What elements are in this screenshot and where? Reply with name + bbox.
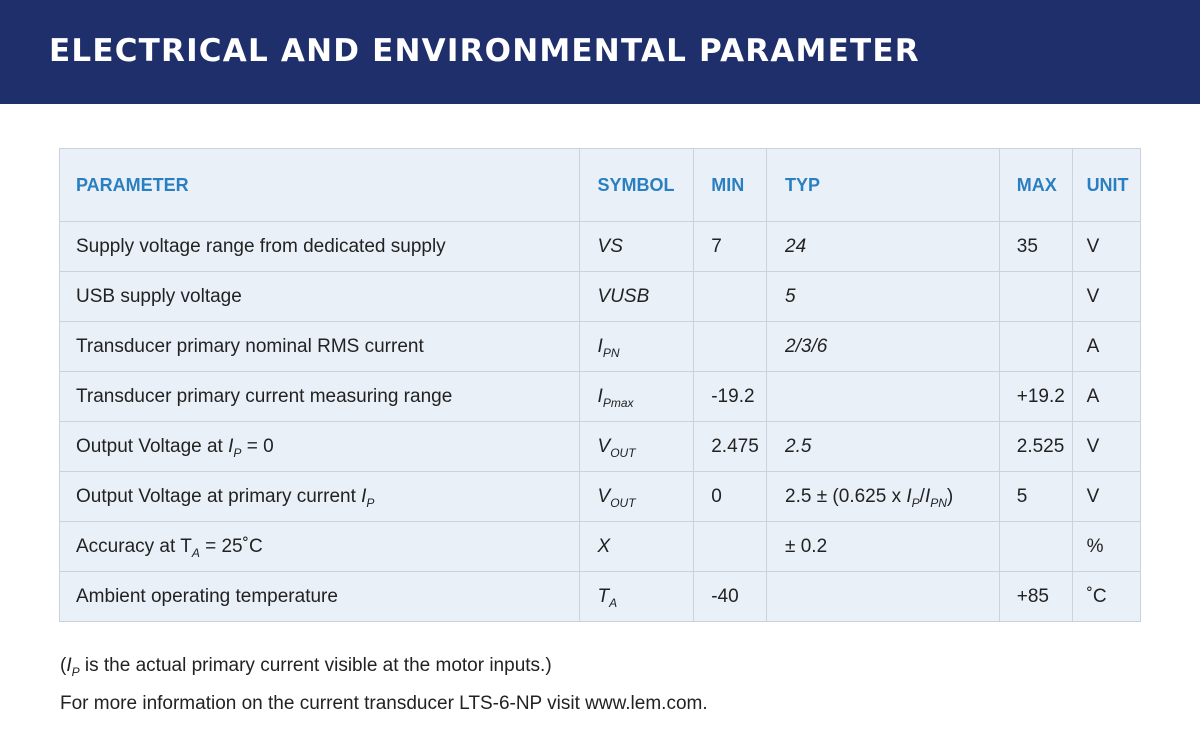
cell-parameter [60,422,580,472]
cell-max [999,322,1072,372]
cell-typ: 5 [767,272,1000,322]
symbol-var: T [597,585,610,607]
cell-min: 0 [694,472,767,522]
cell-symbol: VS [579,222,694,272]
cell-parameter [60,522,580,572]
typ-subscript: PN [930,495,947,510]
cell-parameter: Supply voltage range from dedicated supply [60,222,580,272]
cell-max [999,522,1072,572]
cell-typ: 2.5 [767,422,1000,472]
typ-var: I [924,485,931,507]
cell-parameter: Transducer primary current measuring range [60,372,580,422]
cell-max: 2.525 [999,422,1072,472]
table-row [60,522,1141,572]
table-row [60,272,1141,322]
table-row [60,222,1141,272]
cell-parameter: Ambient operating temperature [60,572,580,622]
cell-min: 2.475 [694,422,767,472]
parameter-var: I [228,435,234,457]
cell-min [694,272,767,322]
header-banner [0,0,1200,104]
footnote-more-info: For more information on the current transducer LTS-6-NP visit www.lem.com. [60,693,708,714]
symbol-subscript: OUT [610,495,636,510]
parameter-text: Output Voltage at primary current [76,485,362,507]
parameter-text: Accuracy at T [76,535,192,557]
table-row [60,572,1141,622]
table-row [60,472,1141,522]
symbol-var: V [597,435,611,457]
cell-max [999,272,1072,322]
typ-text: 2.5 ± (0.625 x [785,485,907,507]
cell-typ: 2/3/6 [767,322,1000,372]
cell-typ: 24 [767,222,1000,272]
cell-max: 5 [999,472,1072,522]
cell-min: -40 [694,572,767,622]
cell-symbol [579,472,694,522]
parameter-subscript: A [191,545,200,560]
cell-min [694,522,767,572]
cell-symbol [579,572,694,622]
cell-unit: A [1072,372,1140,422]
header-unit: UNIT [1072,149,1140,222]
cell-unit: V [1072,222,1140,272]
cell-symbol [579,372,694,422]
symbol-subscript: A [609,595,618,610]
typ-slash: / [919,485,925,507]
footnote-var: I [66,655,72,676]
cell-symbol: VUSB [579,272,694,322]
footnote-primary-current [60,654,708,678]
typ-subscript: P [911,495,920,510]
cell-unit: V [1072,422,1140,472]
footnote-paren: ( [60,655,67,676]
typ-close: ) [946,485,954,507]
parameter-text-post: = 25˚C [199,535,263,557]
page-title: ELECTRICAL AND ENVIRONMENTAL PARAMETER [49,33,920,69]
footnote-subscript: P [71,665,80,679]
cell-parameter: Transducer primary nominal RMS current [60,322,580,372]
symbol-subscript: Pmax [602,395,634,410]
cell-parameter: USB supply voltage [60,272,580,322]
cell-max: +85 [999,572,1072,622]
parameter-text-post: = 0 [241,435,274,457]
cell-max: +19.2 [999,372,1072,422]
cell-symbol [579,422,694,472]
header-max: MAX [999,149,1072,222]
parameter-subscript: P [233,445,242,460]
table-header-row [60,149,1141,222]
symbol-var: I [597,385,603,407]
typ-var: I [906,485,912,507]
cell-min: 7 [694,222,767,272]
table-row [60,372,1141,422]
parameter-var: I [361,485,367,507]
header-symbol: SYMBOL [579,149,694,222]
symbol-var: V [597,485,611,507]
cell-unit: ˚C [1072,572,1140,622]
header-parameter: PARAMETER [60,149,580,222]
parameter-table [59,148,1141,622]
cell-parameter [60,472,580,522]
cell-unit: V [1072,472,1140,522]
symbol-subscript: PN [602,345,620,360]
cell-typ: ± 0.2 [767,522,1000,572]
parameter-subscript: P [366,495,375,510]
cell-unit: % [1072,522,1140,572]
cell-typ [767,472,1000,522]
cell-min [694,322,767,372]
cell-unit: A [1072,322,1140,372]
footnotes [60,654,708,730]
table-row [60,322,1141,372]
symbol-subscript: OUT [610,445,636,460]
footnote-text: is the actual primary current visible at the motor inputs.) [79,655,552,676]
cell-typ [767,372,1000,422]
cell-symbol: X [579,522,694,572]
header-typ: TYP [767,149,1000,222]
symbol-var: I [597,335,603,357]
cell-symbol [579,322,694,372]
cell-min: -19.2 [694,372,767,422]
table-row [60,422,1141,472]
cell-typ [767,572,1000,622]
cell-max: 35 [999,222,1072,272]
cell-unit: V [1072,272,1140,322]
parameter-text: Output Voltage at [76,435,229,457]
header-min: MIN [694,149,767,222]
